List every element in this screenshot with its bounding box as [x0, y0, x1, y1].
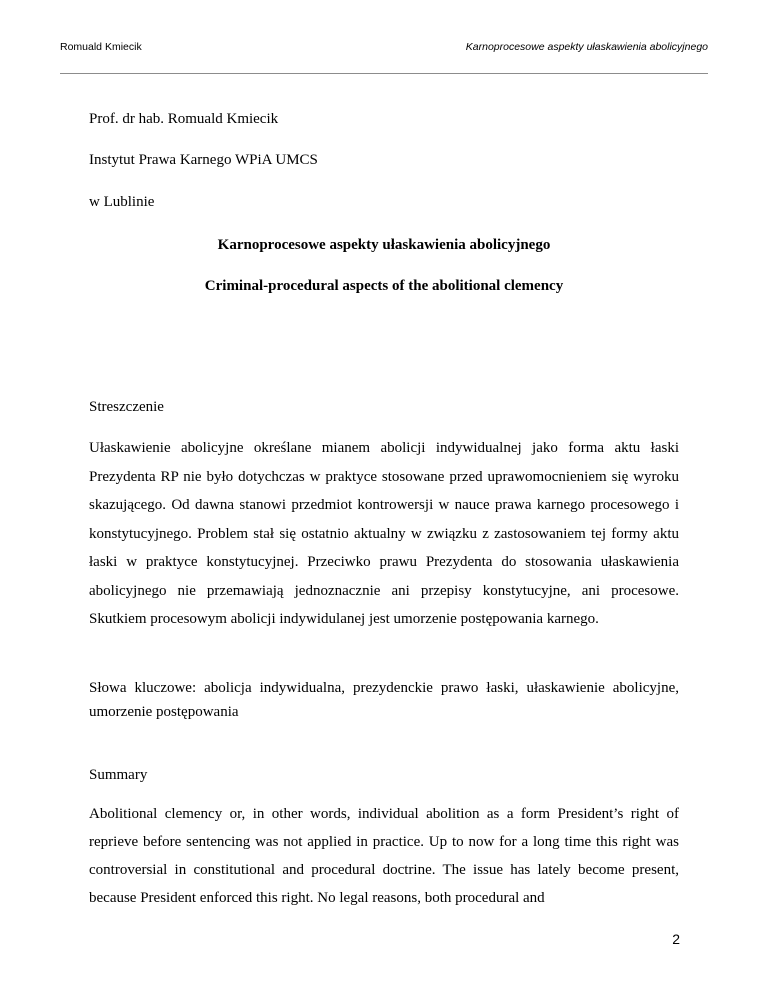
author-line: Prof. dr hab. Romuald Kmiecik: [89, 111, 279, 127]
article-title-en: Criminal-procedural aspects of the abolitional clemency: [204, 278, 564, 294]
running-header: [60, 41, 708, 74]
article-title-pl: Karnoprocesowe aspekty ułaskawienia abolicyjnego: [217, 237, 551, 253]
page-number: 2: [672, 931, 680, 947]
summary-heading: Summary: [89, 767, 148, 783]
header-title: Karnoprocesowe aspekty ułaskawienia abolicyjnego: [465, 41, 708, 53]
city-line: w Lublinie: [89, 194, 155, 210]
keywords-text: Słowa kluczowe: abolicja indywidualna, prezydenckie prawo łaski, ułaskawienie abolicyjne, umorzenie postępowania: [89, 680, 679, 720]
header-author: Romuald Kmiecik: [60, 41, 142, 53]
institute-line: Instytut Prawa Karnego WPiA UMCS: [89, 152, 318, 168]
abstract-text: Ułaskawienie abolicyjne określane mianem abolicji indywidualnej jako forma aktu łaski Prezydenta RP nie było dotychczas w praktyce stosowane przed uprawomocnieniem się wyroku skazującego. Od dawna stanowi przedmiot kontrowersji w nauce prawa karnego procesowego i konstytucyjnego. Problem stał się ostatnio aktualny w związku z zastosowaniem tej formy aktu łaski w praktyce konstytucyjnej. Przeciwko prawu Prezydenta do stosowania ułaskawienia abolicyjnego nie przemawiają jednoznacznie ani przepisy konstytucyjne, ani procesowe. Skutkiem procesowym abolicji indywidulanej jest umorzenie postępowania karnego.: [89, 440, 679, 627]
abstract-heading: Streszczenie: [89, 399, 164, 415]
summary-text: Abolitional clemency or, in other words, individual abolition as a form President’s right of reprieve before sentencing was not applied in practice. Up to now for a long time this right was controversial in constitutional and procedural doctrine. The issue has lately become present, because President enforced this right. No legal reasons, both procedural and: [89, 806, 679, 906]
